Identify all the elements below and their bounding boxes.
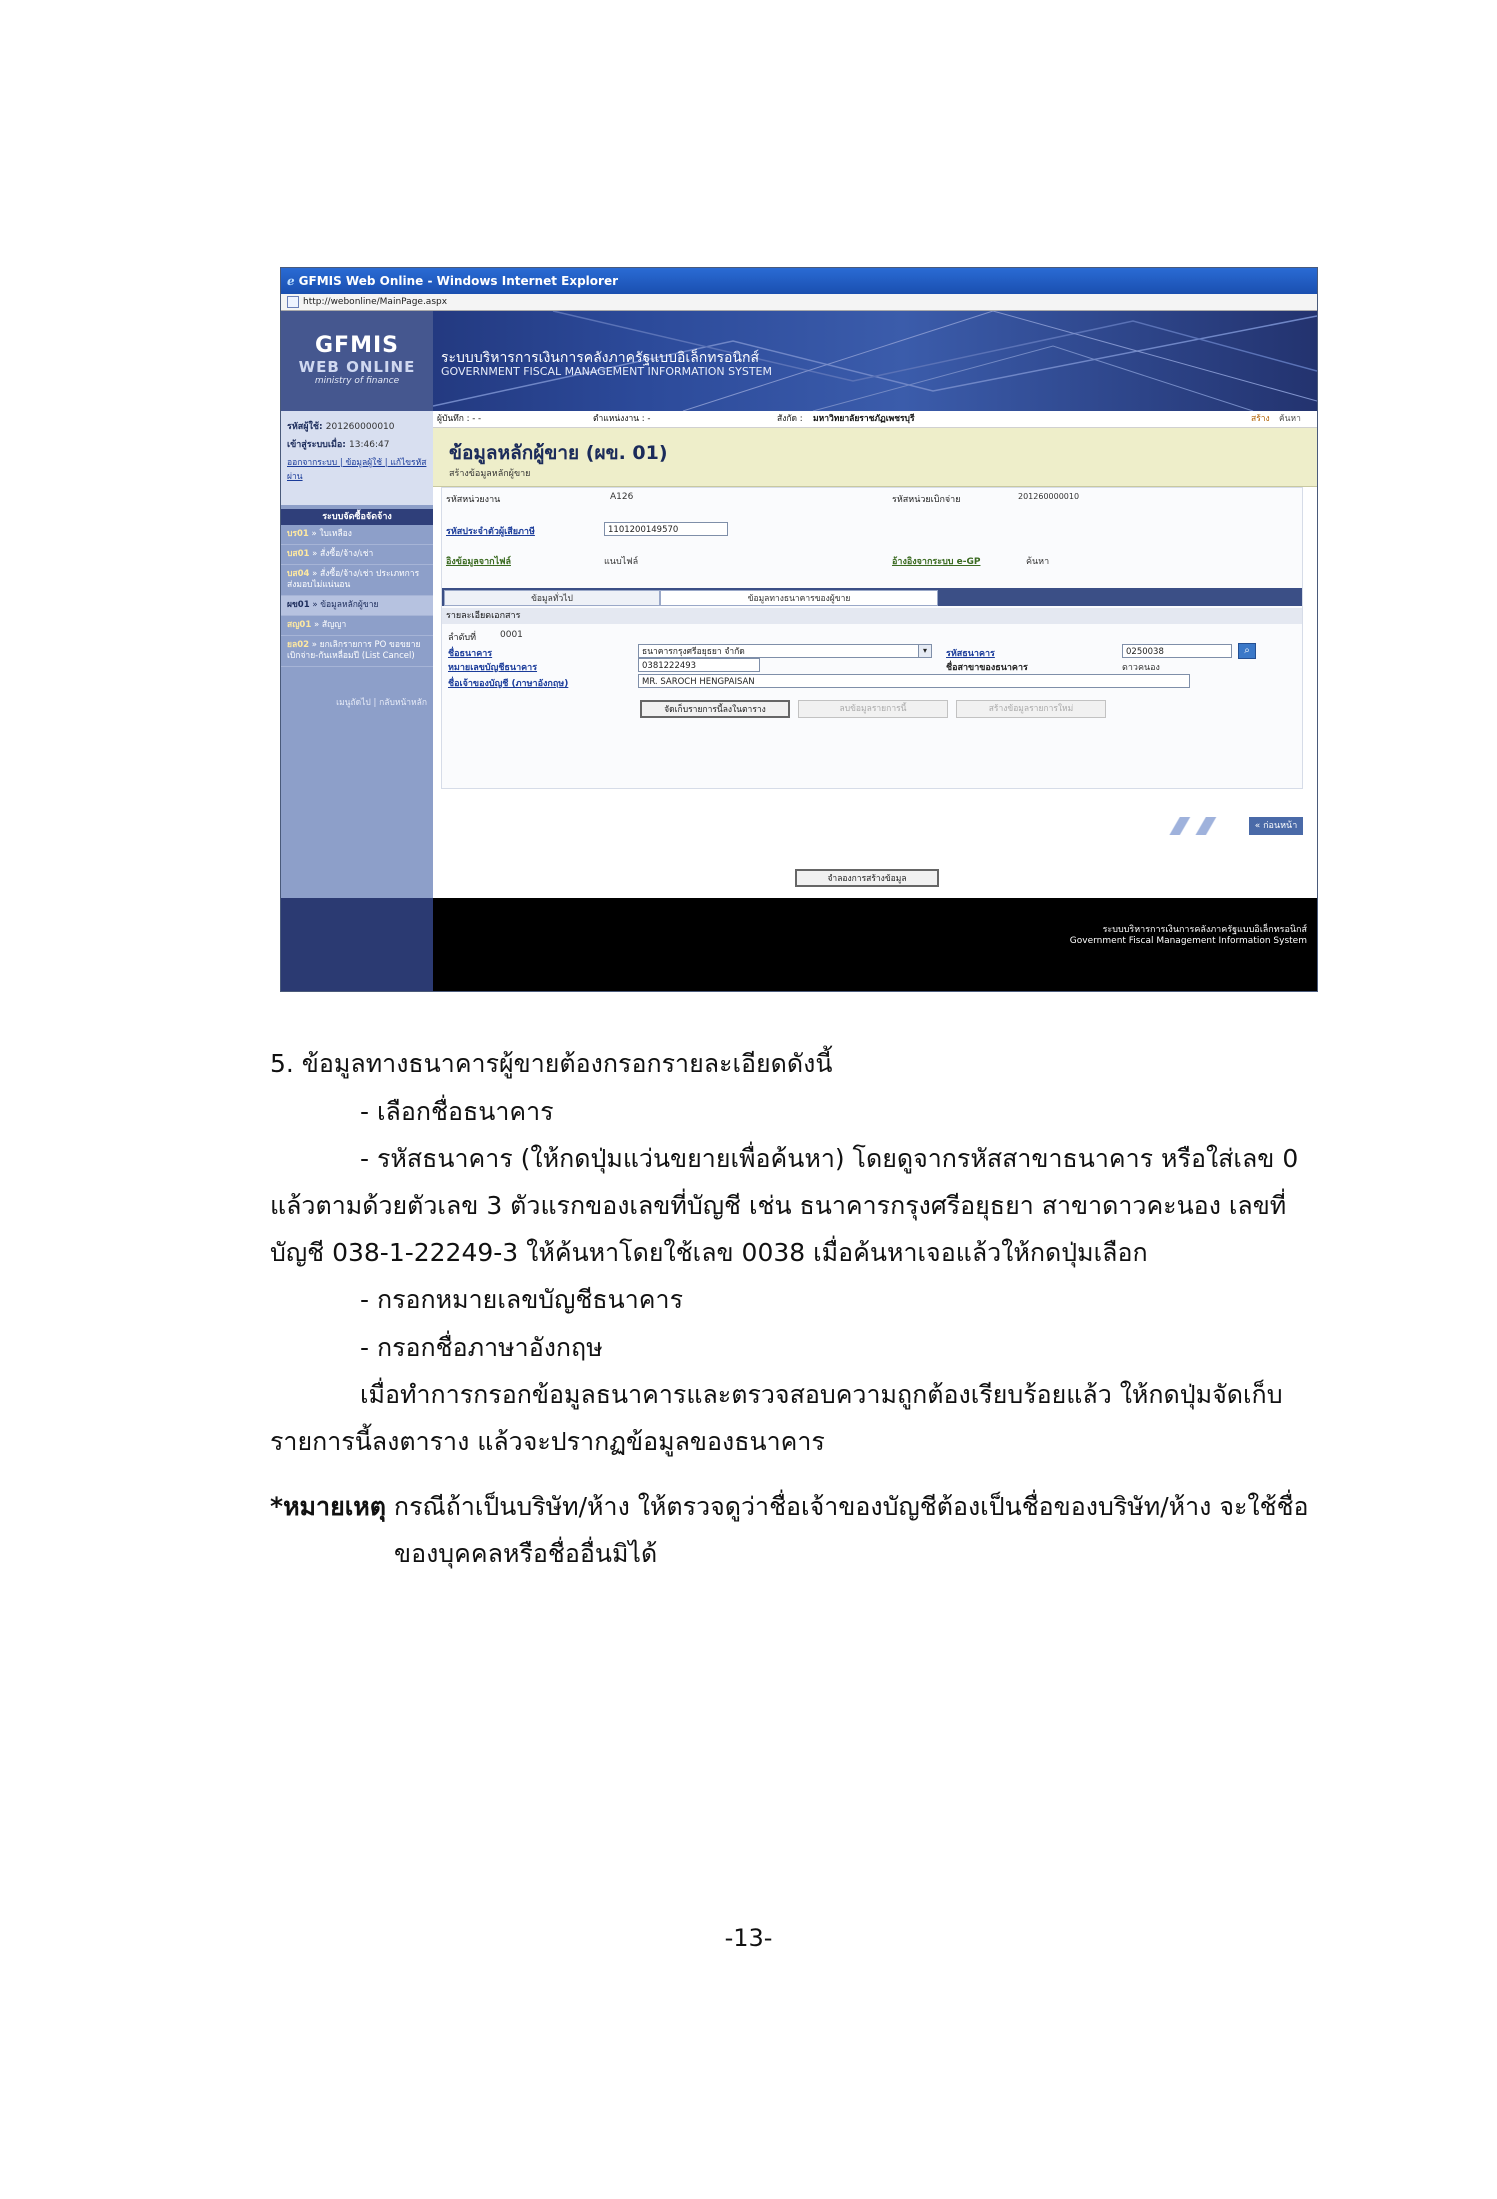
- instruction-item-2-line1: - รหัสธนาคาร (ให้กดปุ่มแว่นขยายเพื่อค้นหา) โดยดูจากรหัสสาขาธนาคาร หรือใส่เลข 0: [360, 1144, 1299, 1173]
- create-link[interactable]: สร้าง: [1251, 414, 1270, 424]
- banner-title-en: GOVERNMENT FISCAL MANAGEMENT INFORMATION SYSTEM: [441, 365, 772, 378]
- logo-line3: ministry of finance: [314, 376, 400, 386]
- nav-item-label: ข้อมูลหลักผู้ขาย: [320, 600, 379, 610]
- section-heading: 5. ข้อมูลทางธนาคารผู้ขายต้องกรอกรายละเอียดดังนี้: [270, 1049, 833, 1078]
- store-item-button[interactable]: จัดเก็บรายการนี้ลงในตาราง: [640, 700, 790, 718]
- gfmis-screenshot: [280, 267, 1318, 992]
- bank-code-label[interactable]: รหัสธนาคาร: [946, 649, 995, 659]
- owner-label[interactable]: ชื่อเจ้าของบัญชี (ภาษาอังกฤษ): [448, 679, 569, 689]
- instruction-item-3: - กรอกหมายเลขบัญชีธนาคาร: [360, 1285, 683, 1314]
- instruction-item-2-line2: แล้วตามด้วยตัวเลข 3 ตัวแรกของเลขที่บัญชี เช่น ธนาคารกรุงศรีอยุธยา สาขาดาวคะนอง เลขที่: [270, 1191, 1287, 1220]
- footer-title-en: Government Fiscal Management Information System: [1069, 936, 1307, 946]
- file-ref-value[interactable]: แนบไฟล์: [604, 557, 639, 567]
- nav-item-label: ยกเลิกรายการ PO ขอขยายเบิกจ่าย-กันเหลื่อมปี (List Cancel): [287, 640, 421, 661]
- login-time-value: 13:46:47: [349, 440, 390, 450]
- tax-id-label[interactable]: รหัสประจำตัวผู้เสียภาษี: [446, 527, 535, 537]
- tab-bar: [442, 588, 1302, 606]
- gfmis-logo: [281, 311, 433, 411]
- recorder-label: ผู้บันทึก : - -: [437, 414, 482, 424]
- nav-item-yl02[interactable]: ยล02 » ยกเลิกรายการ PO ขอขยายเบิกจ่าย-กันเหลื่อมปี (List Cancel): [281, 636, 433, 667]
- seq-label: ลำดับที่: [448, 633, 477, 643]
- paragraph-line1: เมื่อทำการกรอกข้อมูลธนาคารและตรวจสอบความถูกต้องเรียบร้อยแล้ว ให้กดปุ่มจัดเก็บ: [360, 1380, 1283, 1409]
- bank-name-value: ธนาคารกรุงศรีอยุธยา จำกัด: [642, 647, 745, 657]
- nav-item-code: บส04: [287, 569, 310, 579]
- chevron-down-icon[interactable]: ▾: [918, 645, 931, 657]
- user-id-value: 201260000010: [325, 422, 395, 432]
- nav-item-bs04[interactable]: บส04 » สั่งซื้อ/จ้าง/เช่า ประเภทการส่งมอบไม่แน่นอน: [281, 565, 433, 596]
- section-header: รายละเอียดเอกสาร: [442, 608, 1302, 624]
- unit-code-value: A126: [610, 492, 634, 502]
- ie-logo-icon: ℯ: [287, 274, 295, 288]
- main-content: [433, 411, 1317, 898]
- page-subtitle: สร้างข้อมูลหลักผู้ขาย: [449, 469, 531, 479]
- user-id-label: รหัสผู้ใช้:: [287, 422, 323, 432]
- bank-name-label[interactable]: ชื่อธนาคาร: [448, 649, 493, 659]
- tax-id-input[interactable]: 1101200149570: [604, 522, 728, 536]
- magnifier-search-icon[interactable]: ⌕: [1238, 643, 1256, 659]
- previous-button[interactable]: « ก่อนหน้า: [1249, 817, 1303, 835]
- nav-footer-links[interactable]: เมนูถัดไป | กลับหน้าหลัก: [336, 698, 427, 708]
- simulate-button[interactable]: จำลองการสร้างข้อมูล: [795, 869, 939, 887]
- note-line2: ของบุคคลหรือชื่ออื่นมิได้: [394, 1539, 658, 1568]
- file-ref-label[interactable]: อิงข้อมูลจากไฟล์: [446, 557, 511, 567]
- nav-heading: ระบบจัดซื้อจัดจ้าง: [281, 509, 433, 525]
- nav-item-code: ยล02: [287, 640, 310, 650]
- affiliation-label: สังกัด :: [777, 414, 803, 424]
- address-bar[interactable]: [281, 294, 1317, 311]
- egp-ref-label[interactable]: อ้างอิงจากระบบ e-GP: [892, 557, 981, 567]
- note-text: กรณีถ้าเป็นบริษัท/ห้าง ให้ตรวจดูว่าชื่อเจ้าของบัญชีต้องเป็นชื่อของบริษัท/ห้าง จะใช้ชื่อ: [385, 1492, 1309, 1521]
- footer-band: [281, 898, 1317, 991]
- seq-value: 0001: [500, 630, 523, 640]
- browser-title-bar: [281, 268, 1317, 294]
- unit-code-label: รหัสหน่วยงาน: [446, 495, 501, 505]
- nav-item-code: บร01: [287, 529, 309, 539]
- nav-item-bs01[interactable]: บส01 » สั่งซื้อ/จ้าง/เช่า: [281, 545, 433, 565]
- banner-title-th: ระบบบริหารการเงินการคลังภาครัฐแบบอิเล็กทรอนิกส์: [441, 350, 760, 366]
- instruction-item-4: - กรอกชื่อภาษาอังกฤษ: [360, 1333, 603, 1362]
- footer-title-th: ระบบบริหารการเงินการคลังภาครัฐแบบอิเล็กทรอนิกส์: [1102, 925, 1307, 935]
- branch-value: ดาวคนอง: [1122, 663, 1160, 673]
- login-time-label: เข้าสู่ระบบเมื่อ:: [287, 440, 346, 450]
- info-bar: [433, 411, 1317, 428]
- affiliation-value: มหาวิทยาลัยราชภัฏเพชรบุรี: [813, 414, 915, 424]
- nav-item-label: สั่งซื้อ/จ้าง/เช่า: [320, 549, 374, 559]
- nav-item-code: ผข01: [287, 600, 310, 610]
- bank-code-input[interactable]: 0250038: [1122, 644, 1232, 658]
- nav-item-label: สั่งซื้อ/จ้าง/เช่า ประเภทการส่งมอบไม่แน่นอน: [287, 569, 420, 590]
- tab-bank[interactable]: ข้อมูลทางธนาคารของผู้ขาย: [660, 590, 938, 606]
- address-url[interactable]: http://webonline/MainPage.aspx: [303, 297, 448, 307]
- instruction-item-1: - เลือกชื่อธนาคาร: [360, 1097, 554, 1126]
- bank-name-select[interactable]: [638, 644, 932, 658]
- nav-item-br01[interactable]: บร01 » ใบเหลือง: [281, 525, 433, 545]
- left-navigation: [281, 411, 433, 898]
- position-label: ตำแหน่งงาน : -: [593, 414, 651, 424]
- page-icon: [287, 296, 299, 308]
- page-title: ข้อมูลหลักผู้ขาย (ผข. 01): [449, 442, 668, 464]
- tab-general[interactable]: ข้อมูลทั่วไป: [444, 590, 660, 606]
- nav-item-pk01[interactable]: ผข01 » ข้อมูลหลักผู้ขาย: [281, 596, 433, 616]
- page-number: -13-: [724, 1924, 773, 1952]
- logo-line1: GFMIS: [314, 333, 399, 358]
- note-label: *หมายเหตุ: [270, 1492, 386, 1521]
- window-title: GFMIS Web Online - Windows Internet Explorer: [298, 274, 619, 288]
- nav-item-code: สญ01: [287, 620, 312, 630]
- banner: [281, 311, 1317, 411]
- instruction-item-2-line3: บัญชี 038-1-22249-3 ให้ค้นหาโดยใช้เลข 0038 เมื่อค้นหาเจอแล้วให้กดปุ่มเลือก: [270, 1238, 1148, 1267]
- branch-label: ชื่อสาขาของธนาคาร: [946, 663, 1028, 673]
- note-line1: [270, 1490, 1309, 1524]
- user-card: [281, 411, 433, 505]
- paragraph-line2: รายการนี้ลงตาราง แล้วจะปรากฏข้อมูลของธนาคาร: [270, 1427, 825, 1456]
- nav-item-label: ใบเหลือง: [319, 529, 352, 539]
- owner-input[interactable]: MR. SAROCH HENGPAISAN: [638, 674, 1190, 688]
- disb-unit-value: 201260000010: [1018, 492, 1080, 501]
- delete-item-button[interactable]: ลบข้อมูลรายการนี้: [798, 700, 948, 718]
- account-no-input[interactable]: 0381222493: [638, 658, 760, 672]
- account-no-label[interactable]: หมายเลขบัญชีธนาคาร: [448, 663, 538, 673]
- user-links[interactable]: ออกจากระบบ | ข้อมูลผู้ใช้ | แก้ไขรหัสผ่าน: [287, 458, 427, 482]
- title-panel: [433, 428, 1317, 487]
- nav-item-code: บส01: [287, 549, 310, 559]
- prev-decoration: [1127, 817, 1247, 835]
- search-link[interactable]: ค้นหา: [1279, 414, 1301, 424]
- disb-unit-label: รหัสหน่วยเบิกจ่าย: [892, 495, 961, 505]
- nav-item-label: สัญญา: [321, 620, 347, 630]
- form-area: [441, 487, 1303, 789]
- egp-ref-value[interactable]: ค้นหา: [1026, 557, 1050, 567]
- new-item-button[interactable]: สร้างข้อมูลรายการใหม่: [956, 700, 1106, 718]
- nav-item-sy01[interactable]: สญ01 » สัญญา: [281, 616, 433, 636]
- logo-line2: WEB ONLINE: [298, 358, 416, 376]
